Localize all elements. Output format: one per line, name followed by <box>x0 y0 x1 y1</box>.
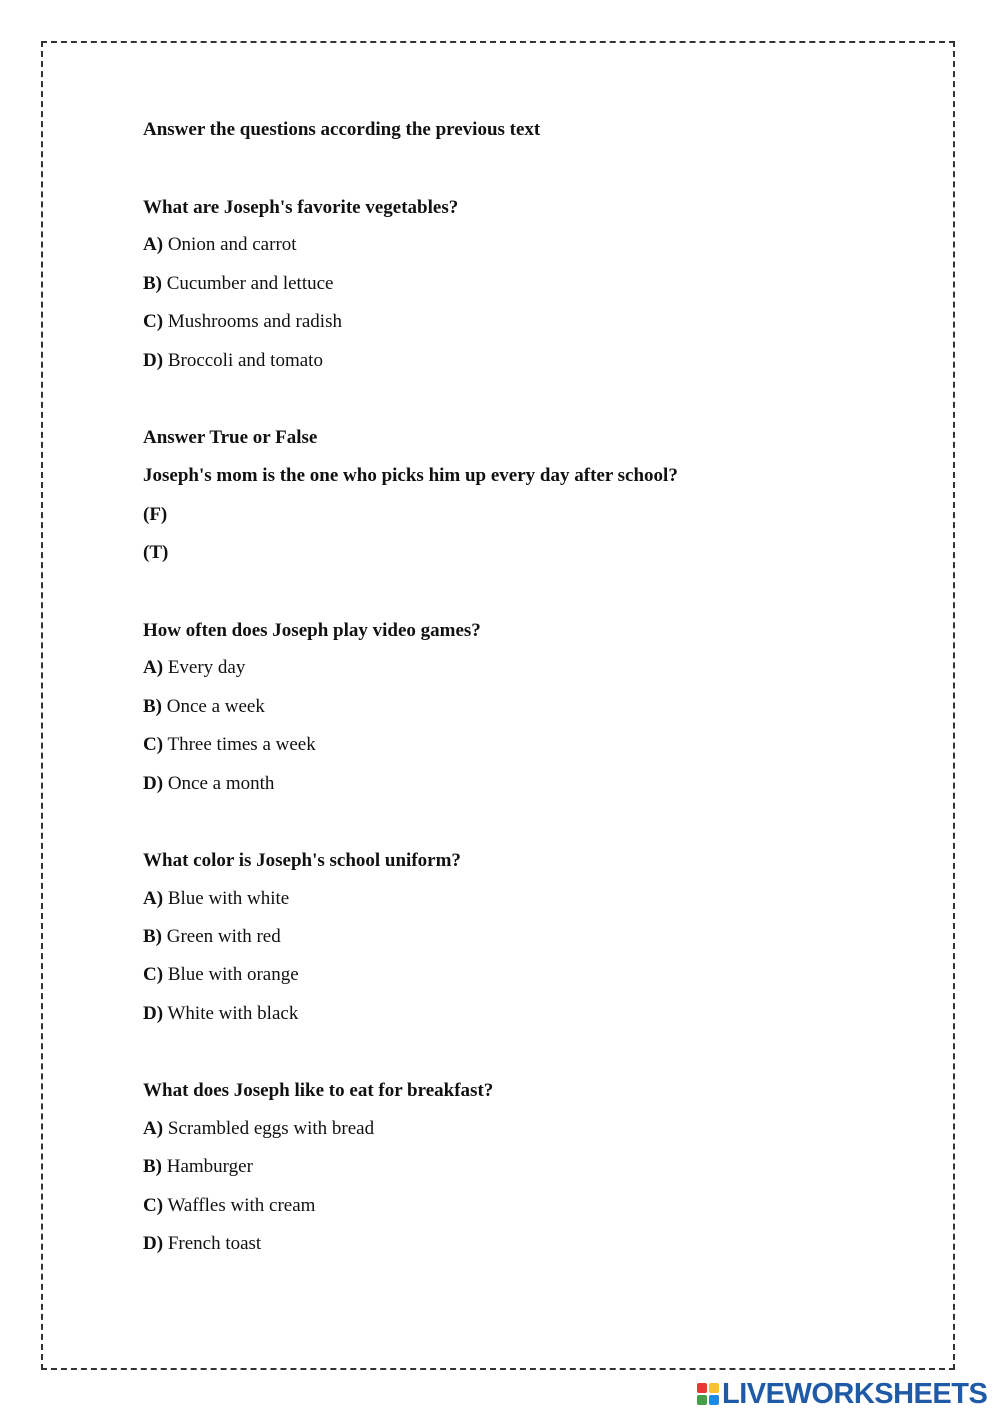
option-letter: C) <box>143 734 164 755</box>
option-text: French toast <box>167 1233 262 1254</box>
q3-option-a[interactable] <box>143 656 245 680</box>
option-letter: B) <box>143 273 162 294</box>
logo-square-green <box>697 1395 707 1405</box>
option-text: Blue with white <box>167 888 290 909</box>
option-letter: D) <box>143 773 164 794</box>
q4-option-d[interactable] <box>143 1002 298 1026</box>
option-letter: C) <box>143 964 164 985</box>
q2-option-true[interactable]: (T) <box>143 542 169 563</box>
q4-option-c[interactable] <box>143 963 299 987</box>
option-letter: D) <box>143 1003 164 1024</box>
option-text: Hamburger <box>166 1156 253 1177</box>
option-text: Once a month <box>167 773 275 794</box>
q1-option-d[interactable] <box>143 349 323 373</box>
option-letter: A) <box>143 234 164 255</box>
q5-option-d[interactable] <box>143 1232 261 1256</box>
option-letter: D) <box>143 1233 164 1254</box>
q4-option-b[interactable] <box>143 925 281 949</box>
option-letter: A) <box>143 657 164 678</box>
question-5: What does Joseph like to eat for breakfast? <box>143 1080 494 1101</box>
q3-option-c[interactable] <box>143 733 316 757</box>
question-2: Joseph's mom is the one who picks him up every day after school? <box>143 465 678 486</box>
option-text: Every day <box>167 657 246 678</box>
q5-option-b[interactable] <box>143 1155 253 1179</box>
q3-option-b[interactable] <box>143 695 265 719</box>
option-letter: C) <box>143 311 164 332</box>
logo-square-yellow <box>709 1383 719 1393</box>
liveworksheets-logo <box>697 1379 987 1409</box>
option-text: Three times a week <box>167 734 316 755</box>
option-text: Green with red <box>166 926 281 947</box>
instruction-heading: Answer the questions according the previous text <box>143 119 541 140</box>
liveworksheets-logo-text: LIVEWORKSHEETS <box>722 1377 988 1410</box>
option-text: Scrambled eggs with bread <box>167 1118 375 1139</box>
q4-option-a[interactable] <box>143 887 289 911</box>
true-false-heading: Answer True or False <box>143 427 318 448</box>
question-3: How often does Joseph play video games? <box>143 620 481 641</box>
q1-option-a[interactable] <box>143 233 297 257</box>
question-1: What are Joseph's favorite vegetables? <box>143 197 459 218</box>
liveworksheets-logo-icon <box>697 1383 719 1405</box>
logo-square-blue <box>709 1395 719 1405</box>
option-letter: B) <box>143 926 162 947</box>
question-4: What color is Joseph's school uniform? <box>143 850 461 871</box>
option-letter: B) <box>143 696 162 717</box>
option-text: Waffles with cream <box>167 1195 316 1216</box>
option-letter: D) <box>143 350 164 371</box>
q1-option-c[interactable] <box>143 310 342 334</box>
option-letter: A) <box>143 1118 164 1139</box>
option-text: Blue with orange <box>167 964 299 985</box>
option-letter: B) <box>143 1156 162 1177</box>
q5-option-a[interactable] <box>143 1117 374 1141</box>
q3-option-d[interactable] <box>143 772 274 796</box>
logo-square-red <box>697 1383 707 1393</box>
q1-option-b[interactable] <box>143 272 333 296</box>
option-text: Mushrooms and radish <box>167 311 342 332</box>
option-text: White with black <box>167 1003 299 1024</box>
q5-option-c[interactable] <box>143 1194 315 1218</box>
option-letter: C) <box>143 1195 164 1216</box>
option-text: Once a week <box>166 696 265 717</box>
option-text: Broccoli and tomato <box>167 350 323 371</box>
option-text: Cucumber and lettuce <box>166 273 334 294</box>
option-text: Onion and carrot <box>167 234 297 255</box>
q2-option-false[interactable]: (F) <box>143 504 168 525</box>
option-letter: A) <box>143 888 164 909</box>
